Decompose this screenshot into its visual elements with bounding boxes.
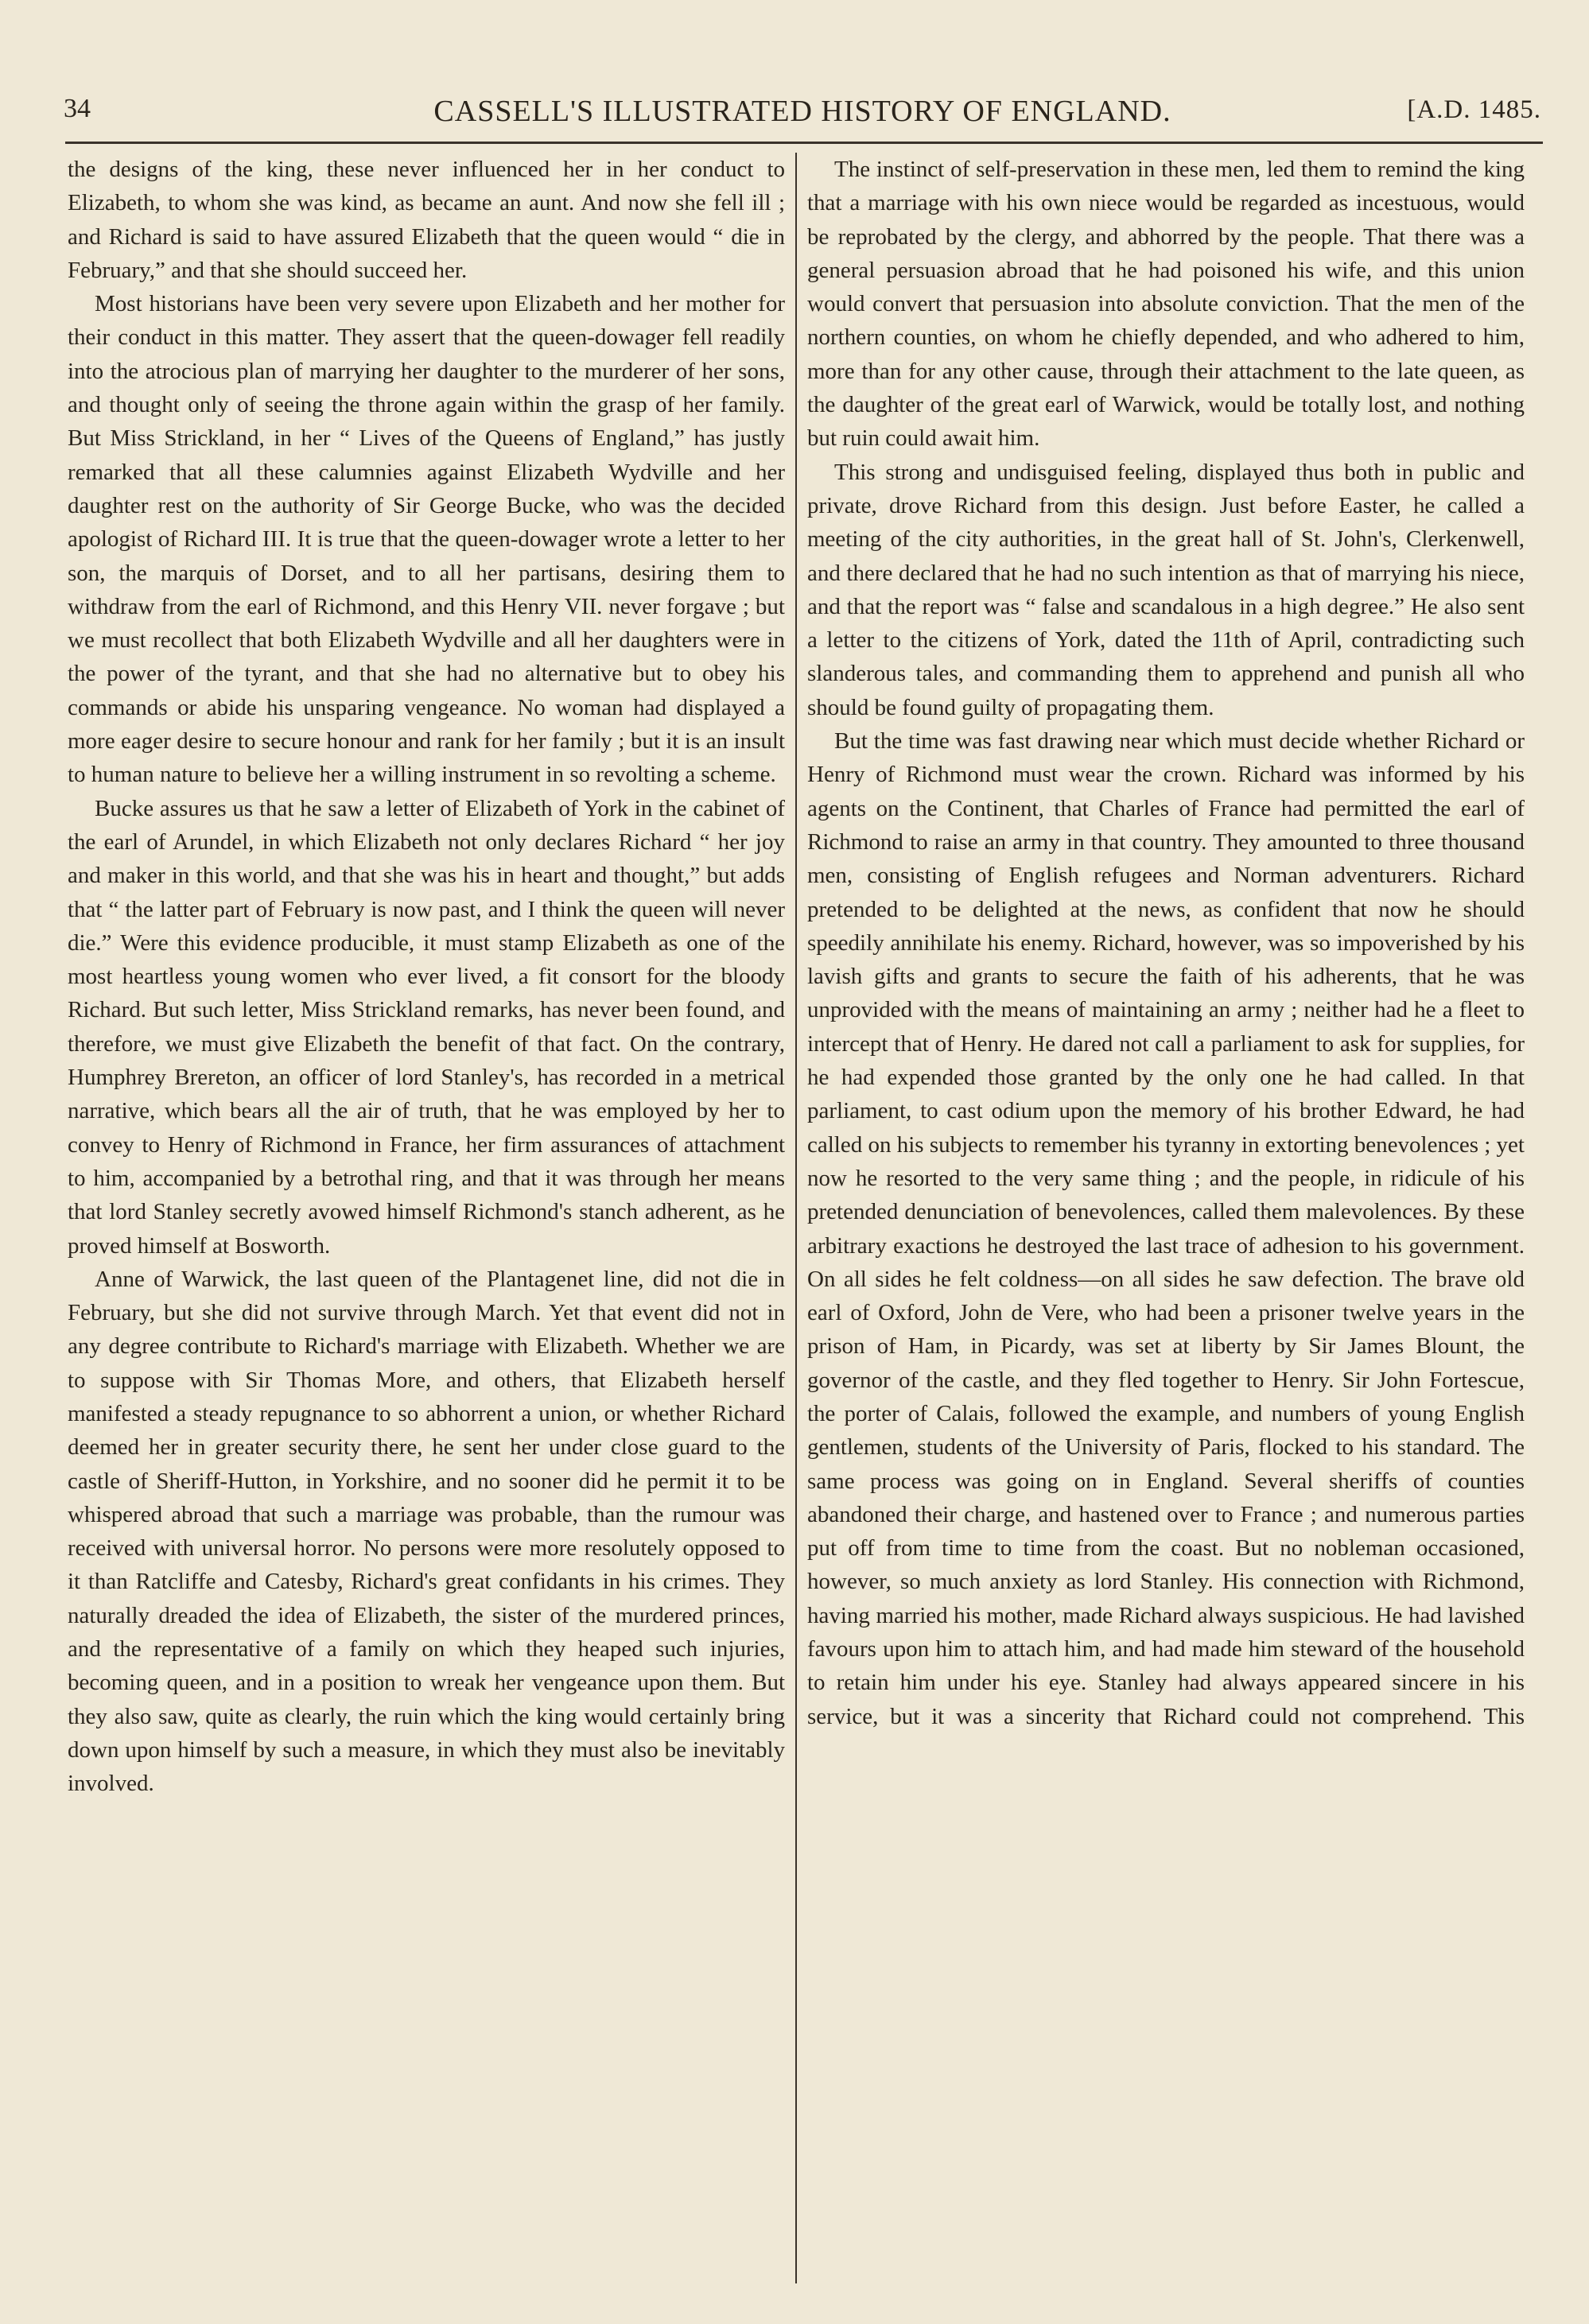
date-label: [A.D. 1485. — [1407, 95, 1541, 124]
paragraph: This strong and undisguised feeling, displayed thus both in public and private, drove Richard from this design. Just before Easter, he called a meeting of the city authorities, in the great hall of St. John's, Clerkenwell, and there declared that he had no such intention as that of marrying his niece, and that the report was “ false and scandalous in a high degree.” He also sent a letter to the citizens of York, dated the 11th of April, contradicting such slanderous tales, and commanding them to apprehend and punish all who should be found guilty of propagating them. — [807, 459, 1525, 720]
column-divider — [795, 153, 797, 2283]
paragraph: Bucke assures us that he saw a letter of Elizabeth of York in the cabinet of the earl of Arundel, in which Elizabeth not only declares Richard “ her joy and maker in this world, and that she was his in heart and thought,” but adds that “ the latter part of February is now past, and I think the queen will never die.” Were this evidence producible, it must stamp Elizabeth as one of the most heartless young women who ever lived, a fit consort for the bloody Richard. But such letter, Miss Strickland remarks, has never been found, and therefore, we must give Elizabeth the benefit of that fact. On the contrary, Humphrey Brereton, an officer of lord Stanley's, has recorded in a metrical narrative, which bears all the air of truth, that he was employed by her to convey to Henry of Richmond in France, her firm assurances of attachment to him, accompanied by a betrothal ring, and that it was through her means that lord Stanley secretly avowed himself Richmond's stanch adherent, as he proved himself at Bosworth. — [68, 795, 785, 1259]
left-column — [68, 153, 785, 2291]
paragraph: the designs of the king, these never influenced her in her conduct to Elizabeth, to whom she was kind, as became an aunt. And now she fell ill ; and Richard is said to have assured Elizabeth that the queen would “ die in February,” and that she should succeed her. — [68, 157, 785, 283]
paragraph: The instinct of self-preservation in these men, led them to remind the king that a marriage with his own niece would be regarded as incestuous, would be reprobated by the clergy, and abhorred by the people. That there was a general persuasion abroad that he had poisoned his wife, and this union would convert that persuasion into absolute conviction. That the men of the northern counties, on whom he chiefly depended, and who adhered to him, more than for any other cause, through their attachment to the late queen, as the daughter of the great earl of Warwick, would be totally lost, and nothing but ruin could await him. — [807, 157, 1525, 452]
running-header — [64, 94, 1541, 134]
right-column — [807, 153, 1525, 2291]
book-title: CASSELL'S ILLUSTRATED HISTORY OF ENGLAND. — [433, 95, 1171, 128]
page-number: 34 — [64, 94, 91, 123]
paragraph: But the time was fast drawing near which must decide whether Richard or Henry of Richmond must wear the crown. Richard was informed by his agents on the Continent, that Charles of France had permitted the earl of Richmond to raise an army in that country. They amounted to three thousand men, consisting of English refugees and Norman adventurers. Richard pretended to be delighted at the news, as confident that now he should speedily annihilate his enemy. Richard, however, was so impoverished by his lavish gifts and grants to secure the faith of his adherents, that he was unprovided with the means of maintaining an army ; neither had he a fleet to intercept that of Henry. He dared not call a parliament to ask for supplies, for he had expended those granted by the only one he had called. In that parliament, to cast odium upon the memory of his brother Edward, he had called on his subjects to remember his tyranny in extorting benevolences ; yet now he resorted to the very same thing ; and the people, in ridicule of his pretended denunciation of benevolences, called them malevolences. By these arbitrary exactions he destroyed the last trace of adhesion to his government. On all sides he felt coldness—on all sides he saw defection. The brave old earl of Oxford, John de Vere, who had been a prisoner twelve years in the prison of Ham, in Picardy, was set at liberty by Sir James Blount, the governor of the castle, and they fled together to Henry. Sir John Fortescue, the porter of Calais, followed the example, and numbers of young English gentlemen, students of the University of Paris, flocked to his standard. The same process was going on in England. Several sheriffs of counties abandoned their charge, and hastened over to France ; and numerous parties put off from time to time from the coast. But no nobleman occasioned, however, so much anxiety as lord Stanley. His connection with Richmond, having married his mother, made Richard always suspicious. He had lavished favours upon him to attach him, and had made him steward of the household to retain him under his eye. Stanley had always appeared sincere in his service, but it was a sincerity that Richard could not comprehend. This — [807, 728, 1525, 1729]
paragraph: Most historians have been very severe upon Elizabeth and her mother for their conduct in this matter. They assert that the queen-dowager fell readily into the atrocious plan of marrying her daughter to the murderer of her sons, and thought only of seeing the throne again within the grasp of her family. But Miss Strickland, in her “ Lives of the Queens of England,” has justly remarked that all these calumnies against Elizabeth Wydville and her daughter rest on the authority of Sir George Bucke, who was the decided apologist of Richard III. It is true that the queen-dowager wrote a letter to her son, the marquis of Dorset, and to all her partisans, desiring them to withdraw from the earl of Richmond, and this Henry VII. never forgave ; but we must recollect that both Elizabeth Wydville and all her daughters were in the power of the tyrant, and that she had no alternative but to obey his commands or abide his unsparing vengeance. No woman had displayed a more eager desire to secure honour and rank for her family ; but it is an insult to human nature to believe her a willing instrument in so revolting a scheme. — [68, 291, 785, 788]
header-rule — [65, 142, 1543, 144]
paragraph: Anne of Warwick, the last queen of the Plantagenet line, did not die in February, but she did not survive through March. Yet that event did not in any degree contribute to Richard's marriage with Elizabeth. Whether we are to suppose with Sir Thomas More, and others, that Elizabeth herself manifested a steady repugnance to so abhorrent a union, or whether Richard deemed her in greater security there, he sent her under close guard to the castle of Sheriff-Hutton, in Yorkshire, and no sooner did he permit it to be whispered abroad that such a marriage was probable, than the rumour was received with universal horror. No persons were more resolutely opposed to it than Ratcliffe and Catesby, Richard's great confidants in his crimes. They naturally dreaded the idea of Elizabeth, the sister of the murdered princes, and the representative of a family on which they heaped such injuries, becoming queen, and in a position to wreak her vengeance upon them. But they also saw, quite as clearly, the ruin which the king would certainly bring down upon himself by such a measure, in which they must also be inevitably involved. — [68, 1266, 785, 1797]
